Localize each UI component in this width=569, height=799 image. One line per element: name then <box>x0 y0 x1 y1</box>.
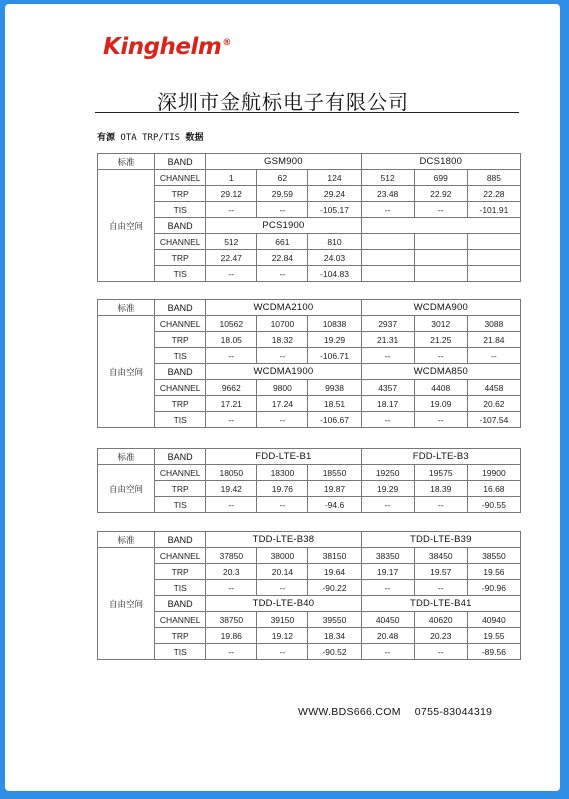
tis-value: -- <box>257 348 308 364</box>
table-row <box>98 497 521 513</box>
table-row <box>98 234 521 250</box>
document-subtitle <box>97 130 203 143</box>
tis-value: -- <box>206 266 257 282</box>
ota-table-3 <box>97 448 521 513</box>
band-name: TDD-LTE-B38 <box>206 532 361 548</box>
channel-value: 124 <box>308 170 361 186</box>
channel-value: 18050 <box>206 465 257 481</box>
tis-value: -90.52 <box>308 644 361 660</box>
header-divider <box>95 112 519 113</box>
trp-value: 24.03 <box>308 250 361 266</box>
trp-value: 21.84 <box>467 332 520 348</box>
channel-value: 512 <box>361 170 414 186</box>
channel-value: 2937 <box>361 316 414 332</box>
table-row <box>98 396 521 412</box>
environment-label: 自由空间 <box>98 548 155 660</box>
band-name: FDD-LTE-B1 <box>206 449 361 465</box>
table-row <box>98 202 521 218</box>
brand-logo <box>103 34 231 60</box>
tis-value: -- <box>467 348 520 364</box>
trp-label: TRP <box>155 250 206 266</box>
tis-value: -- <box>414 202 467 218</box>
trp-value: 20.23 <box>414 628 467 644</box>
trp-value: 18.05 <box>206 332 257 348</box>
channel-value: 38350 <box>361 548 414 564</box>
table-row <box>98 316 521 332</box>
ota-table-1 <box>97 153 521 282</box>
subtitle-middle: OTA TRP/TIS <box>115 133 186 143</box>
environment-label: 自由空间 <box>98 316 155 428</box>
trp-value: 19.12 <box>257 628 308 644</box>
table-row <box>98 564 521 580</box>
trp-value: 17.21 <box>206 396 257 412</box>
document-page <box>5 4 560 791</box>
channel-value: 39550 <box>308 612 361 628</box>
band-label: BAND <box>155 218 206 234</box>
tis-value: -- <box>361 644 414 660</box>
std-header: 标准 <box>98 154 155 170</box>
tis-value: -89.56 <box>467 644 520 660</box>
tis-value: -- <box>414 644 467 660</box>
channel-label: CHANNEL <box>155 548 206 564</box>
tis-label: TIS <box>155 412 206 428</box>
trp-value <box>414 250 467 266</box>
band-name: WCDMA900 <box>361 300 520 316</box>
channel-value: 38150 <box>308 548 361 564</box>
trp-label: TRP <box>155 628 206 644</box>
tis-value: -- <box>206 412 257 428</box>
channel-value: 810 <box>308 234 361 250</box>
tis-value: -90.96 <box>467 580 520 596</box>
trp-value: 18.34 <box>308 628 361 644</box>
channel-value: 699 <box>414 170 467 186</box>
ota-table-4 <box>97 531 521 660</box>
trp-value <box>467 250 520 266</box>
tis-label: TIS <box>155 497 206 513</box>
tis-value: -- <box>257 580 308 596</box>
channel-value: 10562 <box>206 316 257 332</box>
tis-value: -107.54 <box>467 412 520 428</box>
band-name: TDD-LTE-B41 <box>361 596 520 612</box>
trp-value: 16.68 <box>467 481 520 497</box>
channel-label: CHANNEL <box>155 465 206 481</box>
tis-value: -90.55 <box>467 497 520 513</box>
trp-value: 17.24 <box>257 396 308 412</box>
channel-value: 9662 <box>206 380 257 396</box>
tis-value: -- <box>206 202 257 218</box>
channel-value: 3012 <box>414 316 467 332</box>
tis-label: TIS <box>155 580 206 596</box>
trp-value: 19.57 <box>414 564 467 580</box>
trp-value: 20.48 <box>361 628 414 644</box>
channel-value: 38550 <box>467 548 520 564</box>
trp-value: 19.29 <box>308 332 361 348</box>
channel-value: 40620 <box>414 612 467 628</box>
tis-value: -- <box>257 644 308 660</box>
trp-value: 19.76 <box>257 481 308 497</box>
band-name: TDD-LTE-B39 <box>361 532 520 548</box>
trp-value: 29.24 <box>308 186 361 202</box>
channel-value: 18550 <box>308 465 361 481</box>
trp-value: 22.84 <box>257 250 308 266</box>
table-row <box>98 481 521 497</box>
tis-value: -- <box>361 348 414 364</box>
band-row <box>98 596 521 612</box>
band-header: BAND <box>155 532 206 548</box>
table-row <box>98 465 521 481</box>
trp-label: TRP <box>155 332 206 348</box>
tis-value <box>361 266 414 282</box>
trp-value: 21.31 <box>361 332 414 348</box>
tis-value: -- <box>257 497 308 513</box>
tis-value: -- <box>257 266 308 282</box>
band-name <box>361 218 520 234</box>
trp-value: 23.48 <box>361 186 414 202</box>
channel-label: CHANNEL <box>155 170 206 186</box>
tis-value: -101.91 <box>467 202 520 218</box>
band-name: DCS1800 <box>361 154 520 170</box>
tis-value <box>467 266 520 282</box>
band-name: TDD-LTE-B40 <box>206 596 361 612</box>
tis-label: TIS <box>155 348 206 364</box>
band-label: BAND <box>155 596 206 612</box>
table-header-row <box>98 300 521 316</box>
table-header-row <box>98 154 521 170</box>
tis-label: TIS <box>155 644 206 660</box>
tis-value: -- <box>206 580 257 596</box>
channel-value: 38000 <box>257 548 308 564</box>
channel-value: 4458 <box>467 380 520 396</box>
tis-value: -105.17 <box>308 202 361 218</box>
tis-value: -- <box>361 202 414 218</box>
band-header: BAND <box>155 154 206 170</box>
tis-value: -- <box>414 497 467 513</box>
table-row <box>98 580 521 596</box>
table-row <box>98 412 521 428</box>
tis-value: -- <box>414 348 467 364</box>
trp-value: 22.92 <box>414 186 467 202</box>
channel-value: 19900 <box>467 465 520 481</box>
channel-value: 885 <box>467 170 520 186</box>
channel-label: CHANNEL <box>155 612 206 628</box>
tis-value: -94.6 <box>308 497 361 513</box>
band-name: FDD-LTE-B3 <box>361 449 520 465</box>
table-row <box>98 628 521 644</box>
table-row <box>98 186 521 202</box>
band-row <box>98 218 521 234</box>
channel-value: 38450 <box>414 548 467 564</box>
trp-label: TRP <box>155 481 206 497</box>
band-label: BAND <box>155 364 206 380</box>
channel-label: CHANNEL <box>155 380 206 396</box>
tis-value: -- <box>206 348 257 364</box>
tis-value: -- <box>361 580 414 596</box>
tis-value: -- <box>206 497 257 513</box>
trp-value: 18.17 <box>361 396 414 412</box>
trp-value: 22.28 <box>467 186 520 202</box>
table-header-row <box>98 449 521 465</box>
trp-value: 20.3 <box>206 564 257 580</box>
environment-label: 自由空间 <box>98 465 155 513</box>
channel-value: 18300 <box>257 465 308 481</box>
tis-value: -- <box>361 412 414 428</box>
trp-value: 18.39 <box>414 481 467 497</box>
tis-value <box>414 266 467 282</box>
channel-value: 10700 <box>257 316 308 332</box>
table-row <box>98 332 521 348</box>
tis-value: -104.83 <box>308 266 361 282</box>
trp-value: 19.56 <box>467 564 520 580</box>
footer-website: WWW.BDS666.COM <box>298 706 401 718</box>
tis-value: -- <box>414 580 467 596</box>
trp-value: 18.32 <box>257 332 308 348</box>
tis-value: -- <box>206 644 257 660</box>
channel-value: 661 <box>257 234 308 250</box>
channel-value: 1 <box>206 170 257 186</box>
trp-value: 20.14 <box>257 564 308 580</box>
channel-value: 10838 <box>308 316 361 332</box>
subtitle-tail: 数据 <box>185 133 204 143</box>
channel-value <box>361 234 414 250</box>
trp-value: 18.51 <box>308 396 361 412</box>
tis-label: TIS <box>155 266 206 282</box>
tis-value: -106.71 <box>308 348 361 364</box>
tis-value: -106.67 <box>308 412 361 428</box>
trp-value: 29.12 <box>206 186 257 202</box>
trp-label: TRP <box>155 564 206 580</box>
table-row <box>98 612 521 628</box>
channel-value: 512 <box>206 234 257 250</box>
trp-value: 20.62 <box>467 396 520 412</box>
table-row <box>98 548 521 564</box>
channel-value: 62 <box>257 170 308 186</box>
trp-value: 19.86 <box>206 628 257 644</box>
std-header: 标准 <box>98 449 155 465</box>
channel-label: CHANNEL <box>155 234 206 250</box>
registered-mark: ® <box>222 38 231 49</box>
logo-text: Kinghelm <box>103 34 222 60</box>
subtitle-lead: 有源 <box>97 133 116 143</box>
trp-label: TRP <box>155 396 206 412</box>
trp-value: 19.17 <box>361 564 414 580</box>
company-name: 深圳市金航标电子有限公司 <box>157 90 409 114</box>
band-name: WCDMA850 <box>361 364 520 380</box>
band-name: PCS1900 <box>206 218 361 234</box>
table-row <box>98 250 521 266</box>
std-header: 标准 <box>98 532 155 548</box>
footer-contact <box>298 706 492 718</box>
trp-value: 21.25 <box>414 332 467 348</box>
channel-value: 40450 <box>361 612 414 628</box>
trp-value: 19.64 <box>308 564 361 580</box>
band-name: WCDMA2100 <box>206 300 361 316</box>
environment-label: 自由空间 <box>98 170 155 282</box>
tis-value: -- <box>257 202 308 218</box>
trp-value: 22.47 <box>206 250 257 266</box>
trp-value: 19.55 <box>467 628 520 644</box>
trp-value: 19.87 <box>308 481 361 497</box>
trp-value: 19.29 <box>361 481 414 497</box>
band-row <box>98 364 521 380</box>
table-row <box>98 644 521 660</box>
channel-value: 37850 <box>206 548 257 564</box>
ota-table-2 <box>97 299 521 428</box>
channel-value: 9800 <box>257 380 308 396</box>
band-header: BAND <box>155 449 206 465</box>
band-header: BAND <box>155 300 206 316</box>
band-name: WCDMA1900 <box>206 364 361 380</box>
channel-value <box>414 234 467 250</box>
table-row <box>98 380 521 396</box>
table-row <box>98 266 521 282</box>
table-row <box>98 170 521 186</box>
tis-value: -90.22 <box>308 580 361 596</box>
channel-value: 40940 <box>467 612 520 628</box>
channel-value: 3088 <box>467 316 520 332</box>
trp-value: 19.42 <box>206 481 257 497</box>
trp-value: 19.09 <box>414 396 467 412</box>
channel-value: 4357 <box>361 380 414 396</box>
tis-label: TIS <box>155 202 206 218</box>
footer-phone: 0755-83044319 <box>414 706 493 718</box>
trp-label: TRP <box>155 186 206 202</box>
tis-value: -- <box>257 412 308 428</box>
table-header-row <box>98 532 521 548</box>
channel-value: 19575 <box>414 465 467 481</box>
channel-value: 39150 <box>257 612 308 628</box>
band-name: GSM900 <box>206 154 361 170</box>
channel-value: 4408 <box>414 380 467 396</box>
std-header: 标准 <box>98 300 155 316</box>
channel-value: 9938 <box>308 380 361 396</box>
channel-label: CHANNEL <box>155 316 206 332</box>
trp-value: 29.59 <box>257 186 308 202</box>
channel-value: 38750 <box>206 612 257 628</box>
table-row <box>98 348 521 364</box>
tis-value: -- <box>414 412 467 428</box>
channel-value <box>467 234 520 250</box>
channel-value: 19250 <box>361 465 414 481</box>
trp-value <box>361 250 414 266</box>
tis-value: -- <box>361 497 414 513</box>
